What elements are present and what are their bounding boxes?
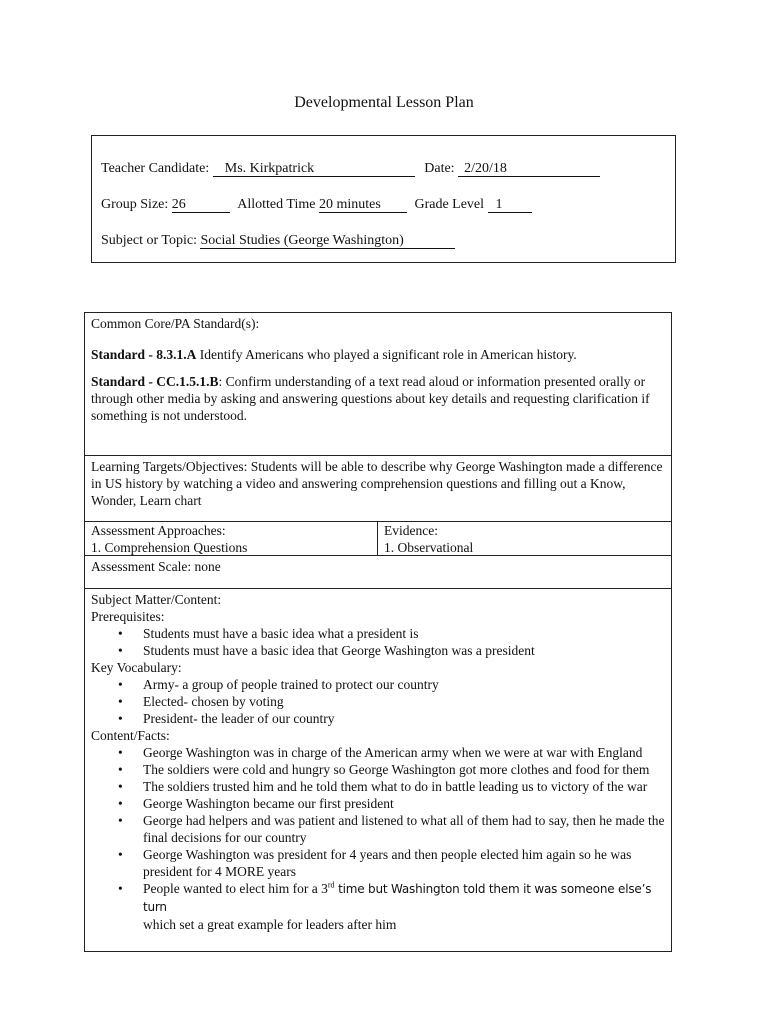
list-item: • George Washington was in charge of the American army when we were at war with England <box>143 744 665 761</box>
list-item: • George Washington became our first president <box>143 795 665 812</box>
subject-value: Social Studies (George Washington) <box>200 233 455 249</box>
objectives-section <box>85 456 671 522</box>
lesson-table <box>84 312 672 952</box>
list-item: • Students must have a basic idea what a president is <box>143 625 665 642</box>
vocab-label: Key Vocabulary: <box>91 660 182 675</box>
date-value: 2/20/18 <box>458 161 600 177</box>
list-item: • George had helpers and was patient and listened to what all of them had to say, then he made the final decisions for our country <box>143 812 665 846</box>
subject-label: Subject or Topic: <box>101 233 197 248</box>
header-info-box <box>91 135 676 263</box>
time-value: 20 minutes <box>319 197 407 213</box>
approaches-label: Assessment Approaches: <box>91 523 226 538</box>
vocab-list <box>91 676 665 727</box>
prereq-label: Prerequisites: <box>91 609 165 624</box>
objectives-text: Learning Targets/Objectives: Students will be able to describe why George Washington made a difference in US history by watching a video and answering comprehension questions and filling out a Know, Wonder, Learn chart <box>91 459 663 508</box>
standards-section <box>85 313 671 456</box>
standard-1-code: Standard - 8.3.1.A <box>91 347 197 362</box>
list-item: • The soldiers trusted him and he told them what to do in battle leading us to victory of the war <box>143 778 665 795</box>
last-fact-part-c: which set a great example for leaders after him <box>143 917 397 932</box>
list-item <box>143 880 665 933</box>
grade-value: 1 <box>488 197 532 213</box>
list-item: • President- the leader of our country <box>143 710 665 727</box>
teacher-label: Teacher Candidate: <box>101 161 210 176</box>
list-item: • The soldiers were cold and hungry so George Washington got more clothes and food for them <box>143 761 665 778</box>
list-item: • Students must have a basic idea that George Washington was a president <box>143 642 665 659</box>
group-time-grade-row <box>101 196 532 213</box>
assessment-scale: Assessment Scale: none <box>91 559 221 574</box>
standards-heading: Common Core/PA Standard(s): <box>91 316 260 331</box>
approaches-item: 1. Comprehension Questions <box>91 540 248 555</box>
group-label: Group Size: <box>101 197 169 212</box>
evidence-cell <box>378 522 671 555</box>
standard-2-text: : Confirm understanding of a text read aloud or information presented orally or through other media by asking and answering questions about key details and requesting clarification if something is not understood. <box>91 374 650 423</box>
evidence-item: 1. Observational <box>384 540 474 555</box>
assessment-scale-section <box>85 556 671 589</box>
evidence-label: Evidence: <box>384 523 438 538</box>
facts-label: Content/Facts: <box>91 728 170 743</box>
last-fact-part-b: time but Washington told them it was someone else’s turn <box>143 882 652 914</box>
grade-label: Grade Level <box>414 197 485 212</box>
list-item: • Elected- chosen by voting <box>143 693 665 710</box>
standard-1-text: Identify Americans who played a significant role in American history. <box>196 347 577 362</box>
last-fact-superscript: rd <box>327 880 335 890</box>
list-item: • Army- a group of people trained to protect our country <box>143 676 665 693</box>
time-label: Allotted Time <box>237 197 316 212</box>
standard-2-code: Standard - CC.1.5.1.B <box>91 374 219 389</box>
date-label: Date: <box>424 161 455 176</box>
page-title: Developmental Lesson Plan <box>294 94 474 111</box>
last-fact-part-a: People wanted to elect him for a 3 <box>143 881 328 896</box>
approaches-cell <box>85 522 378 555</box>
teacher-date-row <box>101 160 600 177</box>
list-item: • George Washington was president for 4 years and then people elected him again so he was president for 4 MORE years <box>143 846 665 880</box>
assessment-row <box>85 522 671 556</box>
group-value: 26 <box>172 197 230 213</box>
standard-2 <box>91 373 665 424</box>
prereq-list <box>91 625 665 659</box>
content-heading: Subject Matter/Content: <box>91 592 222 607</box>
content-section <box>85 589 671 951</box>
facts-list <box>91 744 665 933</box>
teacher-value: Ms. Kirkpatrick <box>213 161 415 177</box>
standard-1 <box>91 346 665 363</box>
subject-row <box>101 232 455 249</box>
